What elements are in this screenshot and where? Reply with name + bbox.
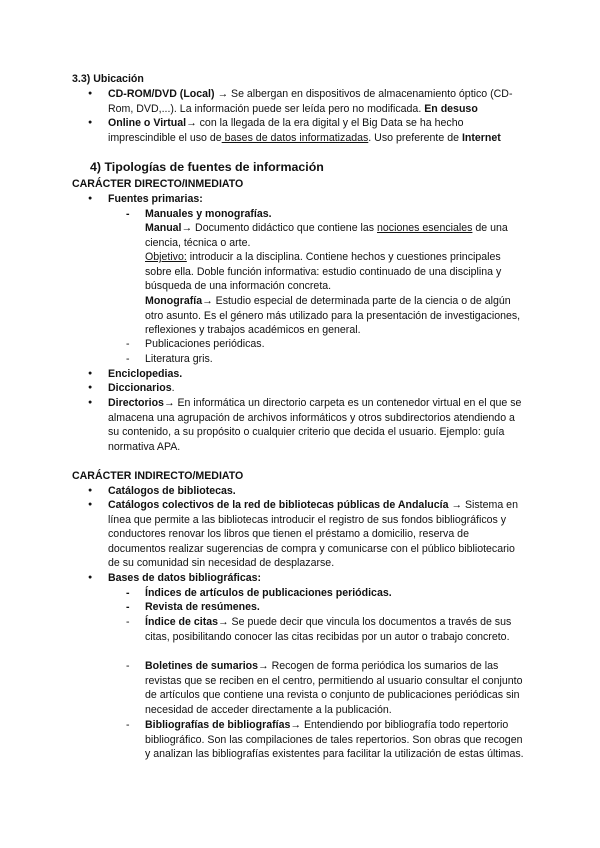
definition: → Sistema en línea que permite a las bibliotecas introducir el registro de sus fondos bibliográficos y conductores renovar los libros que tienen el préstamo a domicilio, reserva de documentos realizar sugerencias de compra y comunicarse con el público bibliotecario de su comunidad sin necesidad de desplazarse. <box>108 499 518 570</box>
underlined-phrase: nociones esenciales <box>377 222 473 234</box>
list-item-colectivos <box>108 498 526 571</box>
section-heading-tipologias: 4) Tipologías de fuentes de información <box>90 160 324 174</box>
term: Diccionarios <box>108 382 172 394</box>
subheading-directo: CARÁCTER DIRECTO/INMEDIATO <box>72 178 244 190</box>
definition: . Uso preferente de <box>368 131 462 144</box>
term: Manual <box>145 222 182 234</box>
list-item-primarias: ● Fuentes primarias: <box>108 192 203 207</box>
term: Boletines de sumarios <box>145 660 259 672</box>
list-item-cd-rom <box>108 87 523 116</box>
underlined-phrase: bases de datos informatizadas <box>221 131 369 144</box>
list-item-revista: - Revista de resúmenes. <box>145 600 260 615</box>
list-item-enciclopedias: ● Enciclopedias. <box>108 367 182 382</box>
term: Directorios <box>108 397 164 409</box>
definition: → Estudio especial de determinada parte de la ciencia o de algún otro asunto. Es el género más utilizado para la presentación de investigaciones, reflexiones y trabajos académicos en general. <box>145 295 521 337</box>
definition: → Documento didáctico que contiene las <box>181 222 378 234</box>
definition: → Se puede decir que vincula los documentos a través de sus citas, posibilitando conocer las citas recibidas por un autor o trabajo concreto. <box>145 616 512 643</box>
term: Monografía <box>145 295 203 307</box>
list-item-bases: ● Bases de datos bibliográficas: <box>108 571 261 586</box>
paragraph-objetivo <box>145 250 530 294</box>
section-heading-ubicacion: 3.3) Ubicación <box>72 73 144 85</box>
definition: de una ciencia, técnica o arte. <box>145 222 508 249</box>
term: CD-ROM/DVD (Local) <box>108 88 215 100</box>
list-item-catalogos: ● Catálogos de bibliotecas. <box>108 484 236 499</box>
term: Bibliografías de bibliografías <box>145 719 291 731</box>
list-item-online <box>108 116 523 145</box>
list-item-directorios <box>108 396 526 454</box>
term-tail: Internet <box>461 131 501 144</box>
definition: introducir a la disciplina. Contiene hechos y cuestiones principales sobre ella. Doble función informativa: estudio continuado de una disciplina y búsqueda de una información concreta. <box>145 251 502 293</box>
list-item-bibliografias <box>145 718 525 762</box>
definition: → Entendiendo por bibliografía todo repertorio bibliográfico. Son las compilaciones de tales repertorios. Son obras que recogen y analizan las bibliografías existentes para facilitar la utilización de estas últimas. <box>145 719 524 761</box>
definition: → Se albergan en dispositivos de almacenamiento óptico (CD-Rom, DVD,...). La información puede ser leída pero no modificada. <box>108 88 513 115</box>
definition: → Recogen de forma periódica los sumarios de las revistas que se reciben en el centro, permitiendo al usuario consultar el conjunto de artículos que contiene una revista o conjunto de publicaciones periódicas sin necesidad de acceder directamente a la publicación. <box>145 660 523 716</box>
term: Online o Virtual <box>108 117 187 129</box>
subheading-indirecto: CARÁCTER INDIRECTO/MEDIATO <box>72 470 244 482</box>
list-item-periodicas: - Publicaciones periódicas. <box>145 337 265 352</box>
definition: → con la llegada de la era digital y el Big Data se ha hecho imprescindible el uso de <box>108 117 464 144</box>
term: Objetivo: <box>145 251 187 263</box>
punctuation: . <box>171 382 175 394</box>
list-item-gris: - Literatura gris. <box>145 352 213 367</box>
list-item-citas <box>145 615 525 644</box>
paragraph-monografia <box>145 294 530 338</box>
list-item-manuales: - Manuales y monografías. <box>145 207 272 222</box>
term-tail: En desuso <box>424 102 478 115</box>
definition: → En informática un directorio carpeta es un contenedor virtual en el que se almacena una agrupación de archivos informáticos y otros subdirectorios atendiendo a su contenido, a su propósito o cualquier criterio que decida el usuario. Ejemplo: guía normativa APA. <box>108 397 522 453</box>
term: Catálogos colectivos de la red de bibliotecas públicas de Andalucía <box>108 499 449 511</box>
list-item-indices: - Índices de artículos de publicaciones periódicas. <box>145 586 392 601</box>
paragraph-manual <box>145 221 530 250</box>
term: Índice de citas <box>145 616 219 628</box>
list-item-boletines <box>145 659 525 717</box>
list-item-diccionarios <box>108 381 175 396</box>
